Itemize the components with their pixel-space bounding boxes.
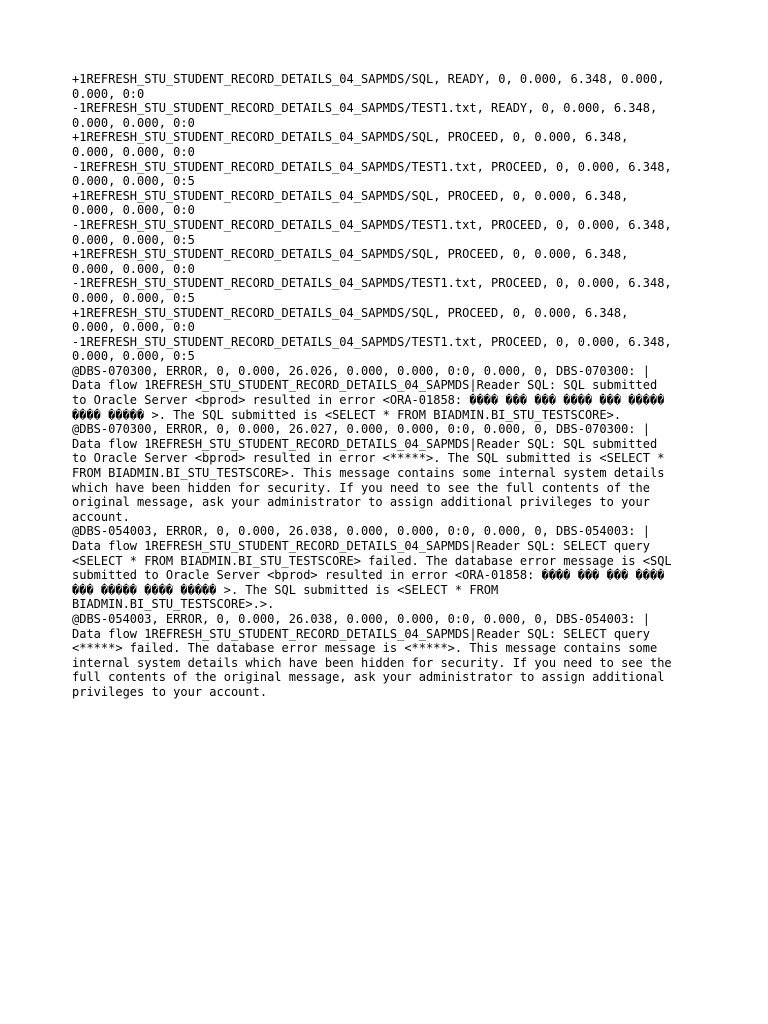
log-line: -1REFRESH_STU_STUDENT_RECORD_DETAILS_04_SAPMDS/TEST1.txt, PROCEED, 0, 0.000, 6.348, xyxy=(72,159,672,174)
log-line: 0.000, 0.000, 0:0 xyxy=(72,261,195,276)
log-line: internal system details which have been hidden for security. If you need to see the xyxy=(72,655,672,670)
log-line: to Oracle Server <bprod> resulted in error <ORA-01858: ���� ��� ��� ���� ��� ����� xyxy=(72,393,665,408)
log-line: Data flow 1REFRESH_STU_STUDENT_RECORD_DETAILS_04_SAPMDS|Reader SQL: SELECT query xyxy=(72,626,650,641)
log-line: +1REFRESH_STU_STUDENT_RECORD_DETAILS_04_SAPMDS/SQL, PROCEED, 0, 0.000, 6.348, xyxy=(72,247,629,262)
log-line: 0.000, 0:0 xyxy=(72,86,145,101)
log-line: -1REFRESH_STU_STUDENT_RECORD_DETAILS_04_SAPMDS/TEST1.txt, PROCEED, 0, 0.000, 6.348, xyxy=(72,276,672,291)
log-line: 0.000, 0.000, 0:5 xyxy=(72,349,195,364)
log-line: Data flow 1REFRESH_STU_STUDENT_RECORD_DETAILS_04_SAPMDS|Reader SQL: SQL submitted xyxy=(72,378,658,393)
log-line: 0.000, 0.000, 0:5 xyxy=(72,290,195,305)
log-line: 0.000, 0.000, 0:0 xyxy=(72,320,195,335)
log-line: +1REFRESH_STU_STUDENT_RECORD_DETAILS_04_SAPMDS/SQL, PROCEED, 0, 0.000, 6.348, xyxy=(72,305,629,320)
log-line: account. xyxy=(72,509,130,524)
log-line: @DBS-070300, ERROR, 0, 0.000, 26.026, 0.000, 0.000, 0:0, 0.000, 0, DBS-070300: | xyxy=(72,363,650,378)
log-line: +1REFRESH_STU_STUDENT_RECORD_DETAILS_04_SAPMDS/SQL, READY, 0, 0.000, 6.348, 0.000, xyxy=(72,72,665,86)
log-line: to Oracle Server <bprod> resulted in error <*****>. The SQL submitted is <SELECT * xyxy=(72,451,665,466)
log-line: original message, ask your administrator to assign additional privileges to your xyxy=(72,495,650,510)
document-page xyxy=(72,72,702,700)
log-line: +1REFRESH_STU_STUDENT_RECORD_DETAILS_04_SAPMDS/SQL, PROCEED, 0, 0.000, 6.348, xyxy=(72,188,629,203)
log-line: full contents of the original message, ask your administrator to assign additional xyxy=(72,670,665,685)
log-line: 0.000, 0.000, 0:0 xyxy=(72,144,195,159)
log-line: <SELECT * FROM BIADMIN.BI_STU_TESTSCORE> failed. The database error message is <SQL xyxy=(72,553,672,568)
log-line: privileges to your account. xyxy=(72,684,268,699)
log-line: ���� ����� >. The SQL submitted is <SELECT * FROM BIADMIN.BI_STU_TESTSCORE>. xyxy=(72,407,622,422)
log-line: -1REFRESH_STU_STUDENT_RECORD_DETAILS_04_SAPMDS/TEST1.txt, PROCEED, 0, 0.000, 6.348, xyxy=(72,334,672,349)
log-line: -1REFRESH_STU_STUDENT_RECORD_DETAILS_04_SAPMDS/TEST1.txt, READY, 0, 0.000, 6.348, xyxy=(72,101,658,116)
log-line: 0.000, 0.000, 0:0 xyxy=(72,203,195,218)
log-line: +1REFRESH_STU_STUDENT_RECORD_DETAILS_04_SAPMDS/SQL, PROCEED, 0, 0.000, 6.348, xyxy=(72,130,629,145)
log-line: @DBS-070300, ERROR, 0, 0.000, 26.027, 0.000, 0.000, 0:0, 0.000, 0, DBS-070300: | xyxy=(72,422,650,437)
log-line: submitted to Oracle Server <bprod> resulted in error <ORA-01858: ���� ��� ��� ���� xyxy=(72,568,665,583)
log-line: 0.000, 0.000, 0:0 xyxy=(72,115,195,130)
log-line: Data flow 1REFRESH_STU_STUDENT_RECORD_DETAILS_04_SAPMDS|Reader SQL: SELECT query xyxy=(72,539,650,553)
log-line: @DBS-054003, ERROR, 0, 0.000, 26.038, 0.000, 0.000, 0:0, 0.000, 0, DBS-054003: | xyxy=(72,524,650,539)
log-line: FROM BIADMIN.BI_STU_TESTSCORE>. This message contains some internal system details xyxy=(72,466,665,481)
log-line: <*****> failed. The database error message is <*****>. This message contains some xyxy=(72,641,658,656)
log-line: 0.000, 0.000, 0:5 xyxy=(72,232,195,247)
log-line: @DBS-054003, ERROR, 0, 0.000, 26.038, 0.000, 0.000, 0:0, 0.000, 0, DBS-054003: | xyxy=(72,611,650,626)
log-text-block xyxy=(72,72,702,700)
log-line: ��� ����� ���� ����� >. The SQL submitted is <SELECT * FROM xyxy=(72,582,499,597)
log-line: BIADMIN.BI_STU_TESTSCORE>.>. xyxy=(72,597,275,612)
log-line: which have been hidden for security. If you need to see the full contents of the xyxy=(72,480,650,495)
log-line: 0.000, 0.000, 0:5 xyxy=(72,174,195,189)
log-line: Data flow 1REFRESH_STU_STUDENT_RECORD_DETAILS_04_SAPMDS|Reader SQL: SQL submitted xyxy=(72,436,658,451)
log-line: -1REFRESH_STU_STUDENT_RECORD_DETAILS_04_SAPMDS/TEST1.txt, PROCEED, 0, 0.000, 6.348, xyxy=(72,217,672,232)
